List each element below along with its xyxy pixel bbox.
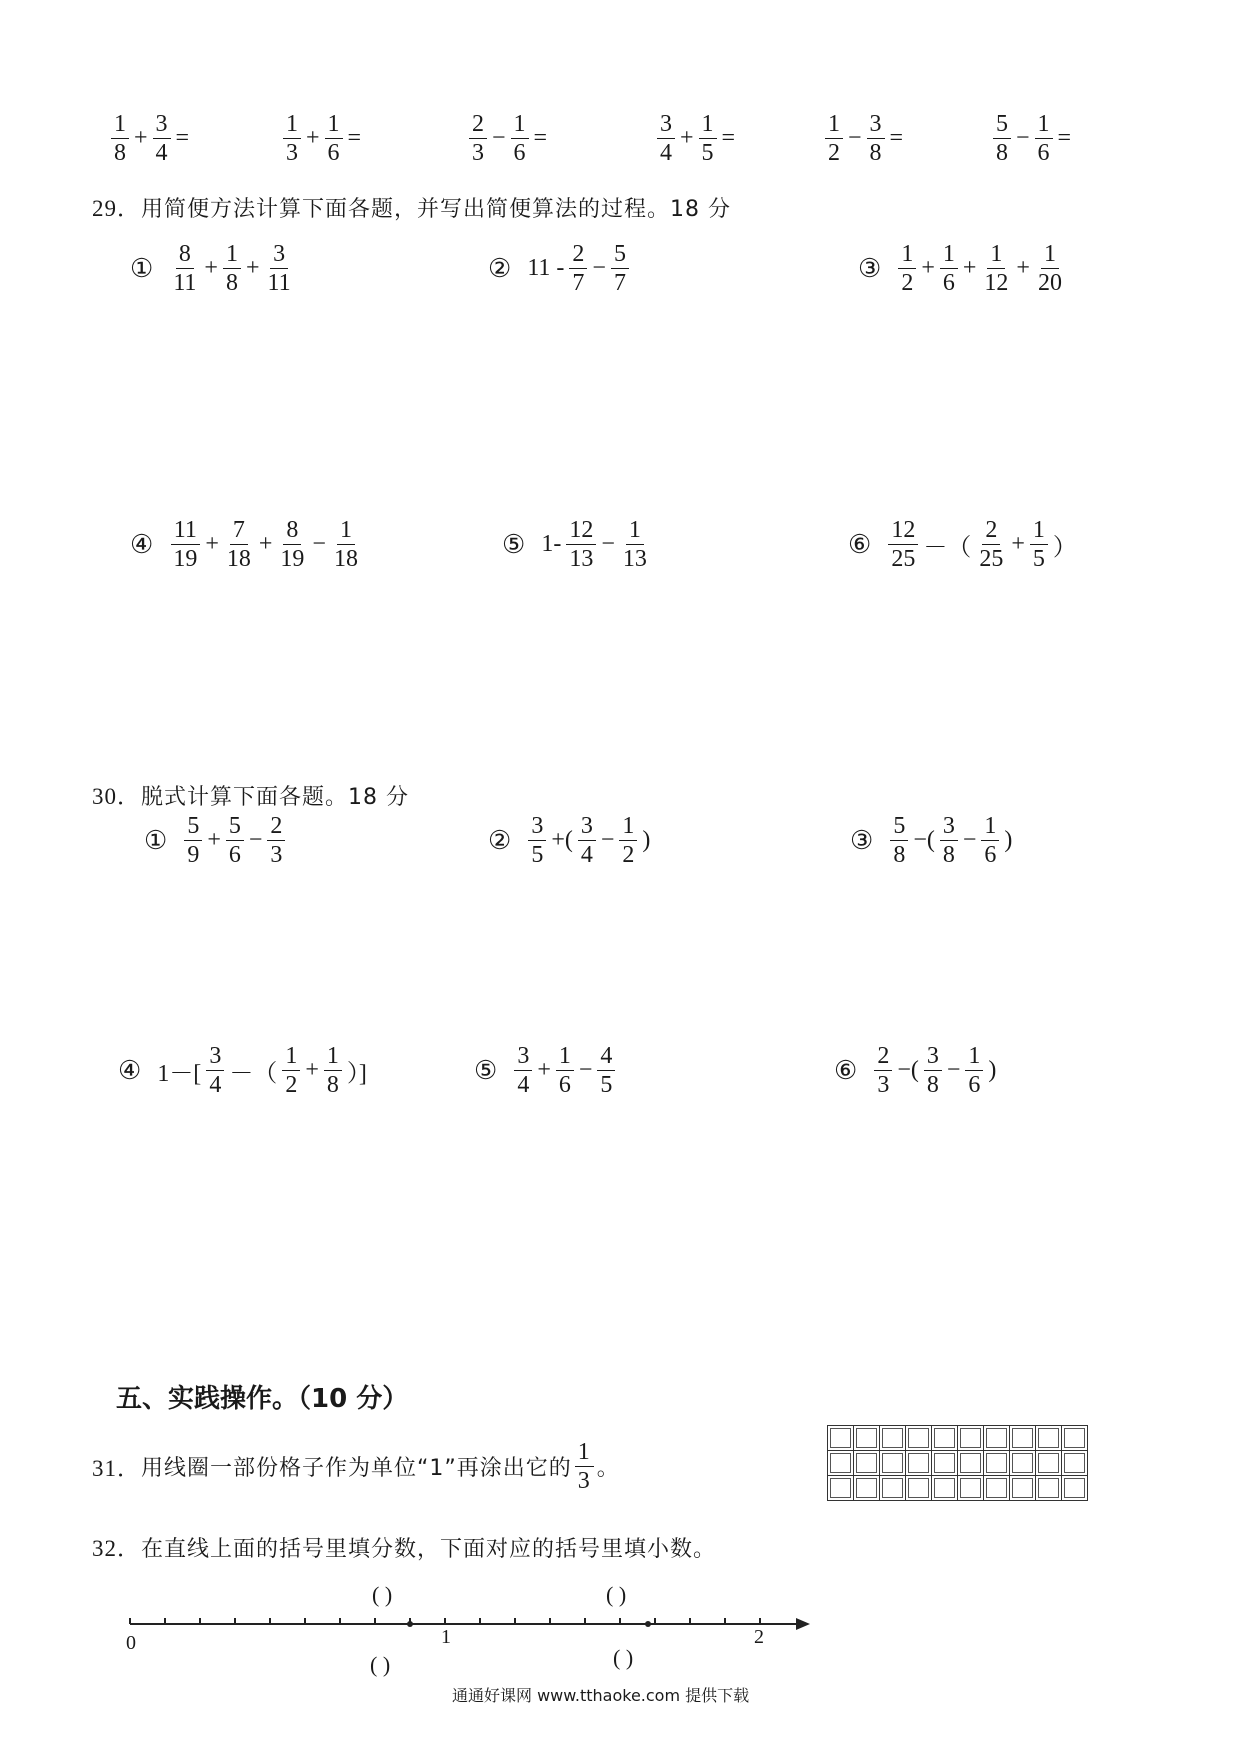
q29-item xyxy=(488,240,632,298)
operator: − xyxy=(312,531,326,558)
question-text: 用简便方法计算下面各题，并写出简便算法的过程。18 分 xyxy=(141,197,731,222)
fraction xyxy=(528,812,546,870)
grid-cell[interactable] xyxy=(932,1476,958,1501)
expression xyxy=(654,110,737,168)
fraction: $\frac{1}{3}$ xyxy=(575,1438,594,1496)
fraction xyxy=(170,516,200,574)
fraction xyxy=(224,516,254,574)
denominator: 8 xyxy=(114,140,126,167)
numerator: 5 xyxy=(993,110,1011,139)
operator: = xyxy=(889,125,904,152)
denominator: 4 xyxy=(580,842,593,869)
operator: + xyxy=(1016,255,1030,282)
fraction xyxy=(981,240,1011,298)
q29-item xyxy=(858,240,1068,298)
fraction xyxy=(578,812,596,870)
denominator: 3 xyxy=(472,140,484,167)
grid-cell[interactable] xyxy=(984,1451,1010,1476)
grid-cell[interactable] xyxy=(984,1426,1010,1451)
fraction xyxy=(993,110,1011,168)
question-29 xyxy=(92,190,731,223)
numerator: 2 xyxy=(469,110,487,139)
numerator: 5 xyxy=(890,812,908,841)
grid-cell[interactable] xyxy=(828,1426,854,1451)
fraction xyxy=(511,110,529,168)
operator: －（ xyxy=(229,1061,278,1088)
number-line-label-2: 2 xyxy=(754,1626,764,1648)
numerator: 1 xyxy=(282,1042,300,1071)
fraction xyxy=(619,812,637,870)
operator: − xyxy=(962,827,977,854)
operator: = xyxy=(175,125,190,152)
operator: 1－[ xyxy=(157,1061,202,1088)
fraction xyxy=(569,240,587,298)
denominator: 2 xyxy=(901,270,914,297)
denominator: 13 xyxy=(622,546,647,573)
fraction xyxy=(153,110,171,168)
grid-cell[interactable] xyxy=(958,1426,984,1451)
denominator: 8 xyxy=(942,842,955,869)
expression xyxy=(280,110,363,168)
grid-cell[interactable] xyxy=(1062,1476,1088,1501)
q30-item xyxy=(850,812,1014,870)
numerator: 2 xyxy=(982,516,1000,545)
question-number: 31． xyxy=(92,1456,141,1482)
question-text: 脱式计算下面各题。18 分 xyxy=(141,785,409,810)
fraction xyxy=(184,812,202,870)
operator: +( xyxy=(551,827,573,854)
denominator: 6 xyxy=(968,1072,981,1099)
operator: 1- xyxy=(541,531,562,558)
q29-item xyxy=(130,240,297,298)
question-text: 用线圈一部份格子作为单位“1”再涂出它的 xyxy=(141,1456,572,1482)
numerator: 1 xyxy=(1041,240,1059,269)
operator: − xyxy=(248,827,263,854)
fraction xyxy=(223,240,241,298)
fraction xyxy=(965,1042,983,1100)
denominator: 19 xyxy=(173,546,198,573)
fraction xyxy=(976,516,1006,574)
question-30 xyxy=(92,778,409,811)
item-label: ④ xyxy=(118,1055,142,1085)
grid-cell[interactable] xyxy=(1036,1426,1062,1451)
section-title: 五、实践操作。（10 分） xyxy=(116,1384,409,1414)
numerator: 1 xyxy=(325,110,343,139)
operator: ) xyxy=(988,1057,997,1084)
denominator: 3 xyxy=(270,842,283,869)
q30-item xyxy=(144,812,288,870)
operator: + xyxy=(245,255,260,282)
fraction xyxy=(867,110,885,168)
operator: + xyxy=(306,125,320,152)
operator: − xyxy=(601,531,615,558)
numerator: 3 xyxy=(578,812,596,841)
operator: = xyxy=(1057,125,1072,152)
q30-item xyxy=(834,1042,998,1100)
operator: = xyxy=(533,125,548,152)
numerator: 3 xyxy=(867,110,885,139)
grid-cell[interactable] xyxy=(880,1451,906,1476)
fraction xyxy=(282,1042,300,1100)
operator: − xyxy=(592,255,606,282)
operator: + xyxy=(537,1057,551,1084)
denominator: 5 xyxy=(1032,546,1045,573)
fraction xyxy=(825,110,843,168)
denominator: 25 xyxy=(891,546,916,573)
fraction xyxy=(620,516,650,574)
numerator: 1 xyxy=(965,1042,983,1071)
numerator: 1 xyxy=(111,110,129,139)
denominator: 8 xyxy=(996,140,1008,167)
operator: + xyxy=(205,531,219,558)
denominator: 9 xyxy=(187,842,200,869)
numerator: 1 xyxy=(511,110,529,139)
denominator: 6 xyxy=(228,842,241,869)
numerator: 4 xyxy=(597,1042,615,1071)
fraction xyxy=(469,110,487,168)
operator: + xyxy=(134,125,148,152)
item-label: ⑥ xyxy=(848,529,872,559)
fraction xyxy=(325,110,343,168)
q29-item xyxy=(848,516,1079,574)
numerator: 12 xyxy=(566,516,596,545)
denominator: 6 xyxy=(558,1072,571,1099)
q29-item xyxy=(502,516,653,574)
fraction xyxy=(206,1042,224,1100)
operator: + xyxy=(962,255,977,282)
numerator: 1 xyxy=(223,240,241,269)
numerator: 3 xyxy=(270,240,288,269)
numerator: 1 xyxy=(283,110,301,139)
grid-cell[interactable] xyxy=(1010,1451,1036,1476)
grid-cell[interactable] xyxy=(984,1476,1010,1501)
grid-cell[interactable] xyxy=(854,1451,880,1476)
grid-cell[interactable] xyxy=(1062,1451,1088,1476)
numerator: 7 xyxy=(230,516,248,545)
grid-cell[interactable] xyxy=(932,1426,958,1451)
numerator: 1 xyxy=(940,240,958,269)
number-line-label-0: 0 xyxy=(126,1632,136,1654)
item-label: ① xyxy=(130,253,154,283)
answer-blank-bottom-2[interactable]: ( ) xyxy=(613,1645,634,1670)
fraction xyxy=(170,240,199,298)
grid-cell[interactable] xyxy=(1062,1426,1088,1451)
operator: + xyxy=(305,1057,319,1084)
denominator: 2 xyxy=(828,140,840,167)
denominator: 6 xyxy=(942,270,955,297)
denominator: 11 xyxy=(173,270,197,297)
denominator: 2 xyxy=(622,842,635,869)
item-label: ② xyxy=(488,253,512,283)
numerator: 1 xyxy=(1030,516,1048,545)
point-marker xyxy=(407,1621,413,1627)
grid-cell[interactable] xyxy=(880,1476,906,1501)
grid-cell[interactable] xyxy=(1036,1476,1062,1501)
numerator: 1 xyxy=(981,812,999,841)
operator: 11 - xyxy=(527,255,565,282)
operator: − xyxy=(600,827,615,854)
operator: − xyxy=(1016,125,1030,152)
grid-cell[interactable] xyxy=(828,1451,854,1476)
fraction xyxy=(267,812,285,870)
denominator: 8 xyxy=(893,842,906,869)
fraction xyxy=(699,110,717,168)
arrow-icon xyxy=(796,1618,810,1630)
question-number: 30． xyxy=(92,784,141,809)
footer-credit: 通通好课网 www.tthaoke.com 提供下载 xyxy=(452,1686,750,1705)
operator: + xyxy=(1011,531,1025,558)
numerator: 3 xyxy=(153,110,171,139)
operator: = xyxy=(347,125,362,152)
denominator: 8 xyxy=(869,140,882,167)
grid-cell[interactable] xyxy=(906,1426,932,1451)
numerator: 1 xyxy=(825,110,843,139)
numerator: 2 xyxy=(569,240,587,269)
operator: −( xyxy=(897,1057,919,1084)
expression xyxy=(466,110,549,168)
denominator: 8 xyxy=(326,1072,339,1099)
operator: ） xyxy=(1052,535,1077,562)
operator: − xyxy=(848,125,862,152)
fraction xyxy=(1030,516,1048,574)
item-label: ⑤ xyxy=(502,529,526,559)
grid-cell[interactable] xyxy=(1010,1426,1036,1451)
numerator: 8 xyxy=(283,516,301,545)
denominator: 7 xyxy=(572,270,585,297)
denominator: 8 xyxy=(926,1072,939,1099)
numerator: 1 xyxy=(324,1042,342,1071)
grid-cell[interactable] xyxy=(906,1476,932,1501)
expression xyxy=(822,110,905,168)
fraction xyxy=(890,812,908,870)
item-label: ② xyxy=(488,825,512,855)
numerator: 8 xyxy=(176,240,194,269)
numerator: 1 xyxy=(337,516,355,545)
denominator: 5 xyxy=(531,842,544,869)
numerator: 12 xyxy=(888,516,918,545)
fraction xyxy=(888,516,918,574)
denominator: 20 xyxy=(1037,270,1062,297)
numerator: 1 xyxy=(619,812,637,841)
numerator: 1 xyxy=(699,110,717,139)
numerator: 5 xyxy=(611,240,629,269)
q30-item xyxy=(474,1042,618,1100)
operator: －（ xyxy=(923,535,972,562)
numerator: 3 xyxy=(924,1042,942,1071)
fraction xyxy=(657,110,675,168)
fraction xyxy=(566,516,596,574)
grid-cell[interactable] xyxy=(906,1451,932,1476)
numerator: 1 xyxy=(987,240,1005,269)
fraction xyxy=(556,1042,574,1100)
numerator: 2 xyxy=(267,812,285,841)
grid-cell[interactable] xyxy=(932,1451,958,1476)
operator: ) xyxy=(642,827,651,854)
numerator: 3 xyxy=(528,812,546,841)
fraction xyxy=(597,1042,615,1100)
numerator: 1 xyxy=(1035,110,1053,139)
q29-item xyxy=(130,516,364,574)
operator: + xyxy=(680,125,694,152)
question-31: 31． 用线圈一部份格子作为单位“1”再涂出它的 $\frac{1}{3}$ 。 xyxy=(92,1439,620,1495)
fraction xyxy=(981,812,999,870)
denominator: 19 xyxy=(280,546,305,573)
numerator: 3 xyxy=(940,812,958,841)
grid-cell[interactable] xyxy=(958,1476,984,1501)
q30-item xyxy=(488,812,652,870)
numerator: 3 xyxy=(514,1042,532,1071)
numerator: 1 xyxy=(898,240,916,269)
denominator: 12 xyxy=(984,270,1009,297)
numerator: 3 xyxy=(657,110,675,139)
numerator: 11 xyxy=(171,516,200,545)
operator: = xyxy=(721,125,736,152)
answer-blank-top-2[interactable]: ( ) xyxy=(606,1582,627,1607)
item-label: ④ xyxy=(130,529,154,559)
answer-blank-top-1[interactable]: ( ) xyxy=(372,1582,393,1607)
item-label: ① xyxy=(144,825,168,855)
fraction xyxy=(940,812,958,870)
item-label: ③ xyxy=(850,825,874,855)
operator: ）] xyxy=(346,1061,367,1088)
fraction xyxy=(277,516,307,574)
expression xyxy=(108,110,191,168)
denominator: 4 xyxy=(660,140,672,167)
denominator: 3 xyxy=(877,1072,890,1099)
numerator: 3 xyxy=(206,1042,224,1071)
operator: + xyxy=(921,255,935,282)
grid-cell[interactable] xyxy=(880,1426,906,1451)
fraction xyxy=(331,516,361,574)
operator: + xyxy=(258,531,273,558)
denominator: 5 xyxy=(701,140,714,167)
grid-cell[interactable] xyxy=(1036,1451,1062,1476)
expression xyxy=(990,110,1073,168)
fraction xyxy=(924,1042,942,1100)
grid-cell[interactable] xyxy=(1010,1476,1036,1501)
question-number: 32． xyxy=(92,1536,141,1561)
numerator: 1 xyxy=(556,1042,574,1071)
denominator: 7 xyxy=(613,270,626,297)
denominator: 25 xyxy=(979,546,1004,573)
fraction xyxy=(1035,240,1065,298)
denominator: 6 xyxy=(984,842,997,869)
fraction xyxy=(324,1042,342,1100)
fraction xyxy=(898,240,916,298)
fraction xyxy=(111,110,129,168)
item-label: ⑥ xyxy=(834,1055,858,1085)
numerator: 5 xyxy=(226,812,244,841)
numerator: 2 xyxy=(874,1042,892,1071)
fraction xyxy=(611,240,629,298)
denominator: 13 xyxy=(569,546,594,573)
operator: − xyxy=(946,1057,961,1084)
denominator: 2 xyxy=(285,1072,298,1099)
numerator: 1 xyxy=(626,516,644,545)
point-marker xyxy=(645,1621,651,1627)
fraction xyxy=(265,240,294,298)
denominator: 6 xyxy=(327,140,340,167)
q30-item xyxy=(118,1042,369,1100)
denominator: 18 xyxy=(226,546,251,573)
denominator: 4 xyxy=(517,1072,530,1099)
question-text: 在直线上面的括号里填分数，下面对应的括号里填小数。 xyxy=(141,1537,717,1562)
answer-grid[interactable] xyxy=(827,1425,1088,1501)
number-line xyxy=(120,1600,820,1690)
fraction xyxy=(226,812,244,870)
denominator: 18 xyxy=(333,546,358,573)
fraction xyxy=(874,1042,892,1100)
fraction xyxy=(514,1042,532,1100)
denominator: 5 xyxy=(600,1072,613,1099)
denominator: 4 xyxy=(209,1072,222,1099)
denominator: 6 xyxy=(513,140,526,167)
operator: −( xyxy=(913,827,935,854)
denominator: 4 xyxy=(155,140,168,167)
grid-cell[interactable] xyxy=(854,1476,880,1501)
denominator: 3 xyxy=(286,140,298,167)
grid-cell[interactable] xyxy=(828,1476,854,1501)
number-line-label-1: 1 xyxy=(441,1626,451,1648)
answer-blank-bottom-1[interactable]: ( ) xyxy=(370,1652,391,1677)
denominator: 6 xyxy=(1037,140,1050,167)
fraction xyxy=(940,240,958,298)
grid-cell[interactable] xyxy=(854,1426,880,1451)
question-number: 29． xyxy=(92,196,141,221)
numerator: 5 xyxy=(184,812,202,841)
question-32 xyxy=(92,1530,716,1563)
fraction xyxy=(1035,110,1053,168)
grid-cell[interactable] xyxy=(958,1451,984,1476)
item-label: ③ xyxy=(858,253,882,283)
denominator: 11 xyxy=(267,270,291,297)
operator: − xyxy=(492,125,506,152)
operator: + xyxy=(207,827,221,854)
item-label: ⑤ xyxy=(474,1055,498,1085)
denominator: 8 xyxy=(225,270,238,297)
operator: ) xyxy=(1004,827,1013,854)
fraction xyxy=(283,110,301,168)
operator: − xyxy=(578,1057,593,1084)
operator: + xyxy=(204,255,218,282)
